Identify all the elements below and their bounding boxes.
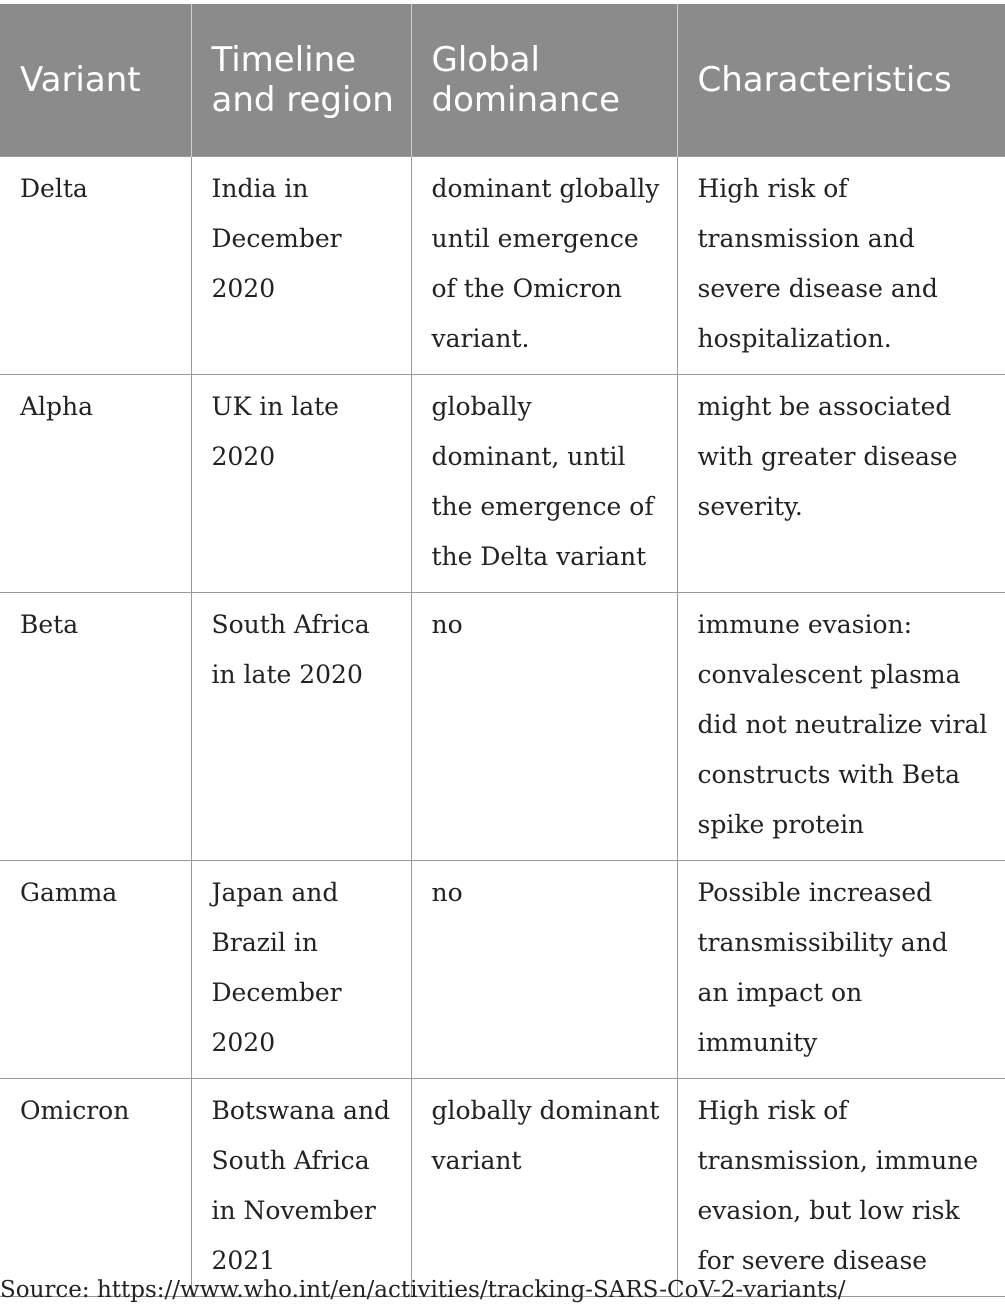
- table-row: [0, 374, 1005, 592]
- cell-global-dominance: globally dominant variant: [411, 1078, 677, 1296]
- cell-characteristics: Possible increased transmissibility and an impact on immunity: [677, 860, 1005, 1078]
- variants-table: [0, 4, 1005, 1297]
- cell-global-dominance: globally dominant, until the emergence of the Delta variant: [411, 374, 677, 592]
- header-characteristics: Characteristics: [677, 4, 1005, 156]
- cell-timeline-region: Botswana and South Africa in November 2021: [191, 1078, 411, 1296]
- header-variant: Variant: [20, 59, 141, 100]
- cell-variant: Gamma: [0, 860, 191, 1078]
- cell-characteristics: High risk of transmission, immune evasion, but low risk for severe disease: [677, 1078, 1005, 1296]
- cell-characteristics: might be associated with greater disease severity.: [677, 374, 1005, 592]
- cell-timeline-region: Japan and Brazil in December 2020: [191, 860, 411, 1078]
- table-row: [0, 592, 1005, 860]
- cell-global-dominance: dominant globally until emergence of the Omicron variant.: [411, 156, 677, 374]
- header-row: [0, 4, 1005, 156]
- table-header: [0, 4, 1005, 156]
- cell-characteristics: immune evasion: convalescent plasma did not neutralize viral constructs with Beta spike protein: [677, 592, 1005, 860]
- cell-timeline-region: UK in late 2020: [191, 374, 411, 592]
- cell-global-dominance: no: [411, 860, 677, 1078]
- cell-timeline-region: South Africa in late 2020: [191, 592, 411, 860]
- cell-timeline-region: India in December 2020: [191, 156, 411, 374]
- table-row: [0, 1078, 1005, 1296]
- header-global-dominance: Global dominance: [411, 4, 677, 156]
- cell-global-dominance: no: [411, 592, 677, 860]
- table-row: [0, 156, 1005, 374]
- cell-characteristics: High risk of transmission and severe disease and hospitalization.: [677, 156, 1005, 374]
- cell-variant: Beta: [0, 592, 191, 860]
- header-timeline-region: Timeline and region: [191, 4, 411, 156]
- cell-variant: Alpha: [0, 374, 191, 592]
- table-body: [0, 156, 1005, 1296]
- cell-variant: Omicron: [0, 1078, 191, 1296]
- table-row: [0, 860, 1005, 1078]
- cell-variant: Delta: [0, 156, 191, 374]
- source-note: Source: https://www.who.int/en/activities/tracking-SARS-CoV-2-variants/: [0, 1277, 846, 1303]
